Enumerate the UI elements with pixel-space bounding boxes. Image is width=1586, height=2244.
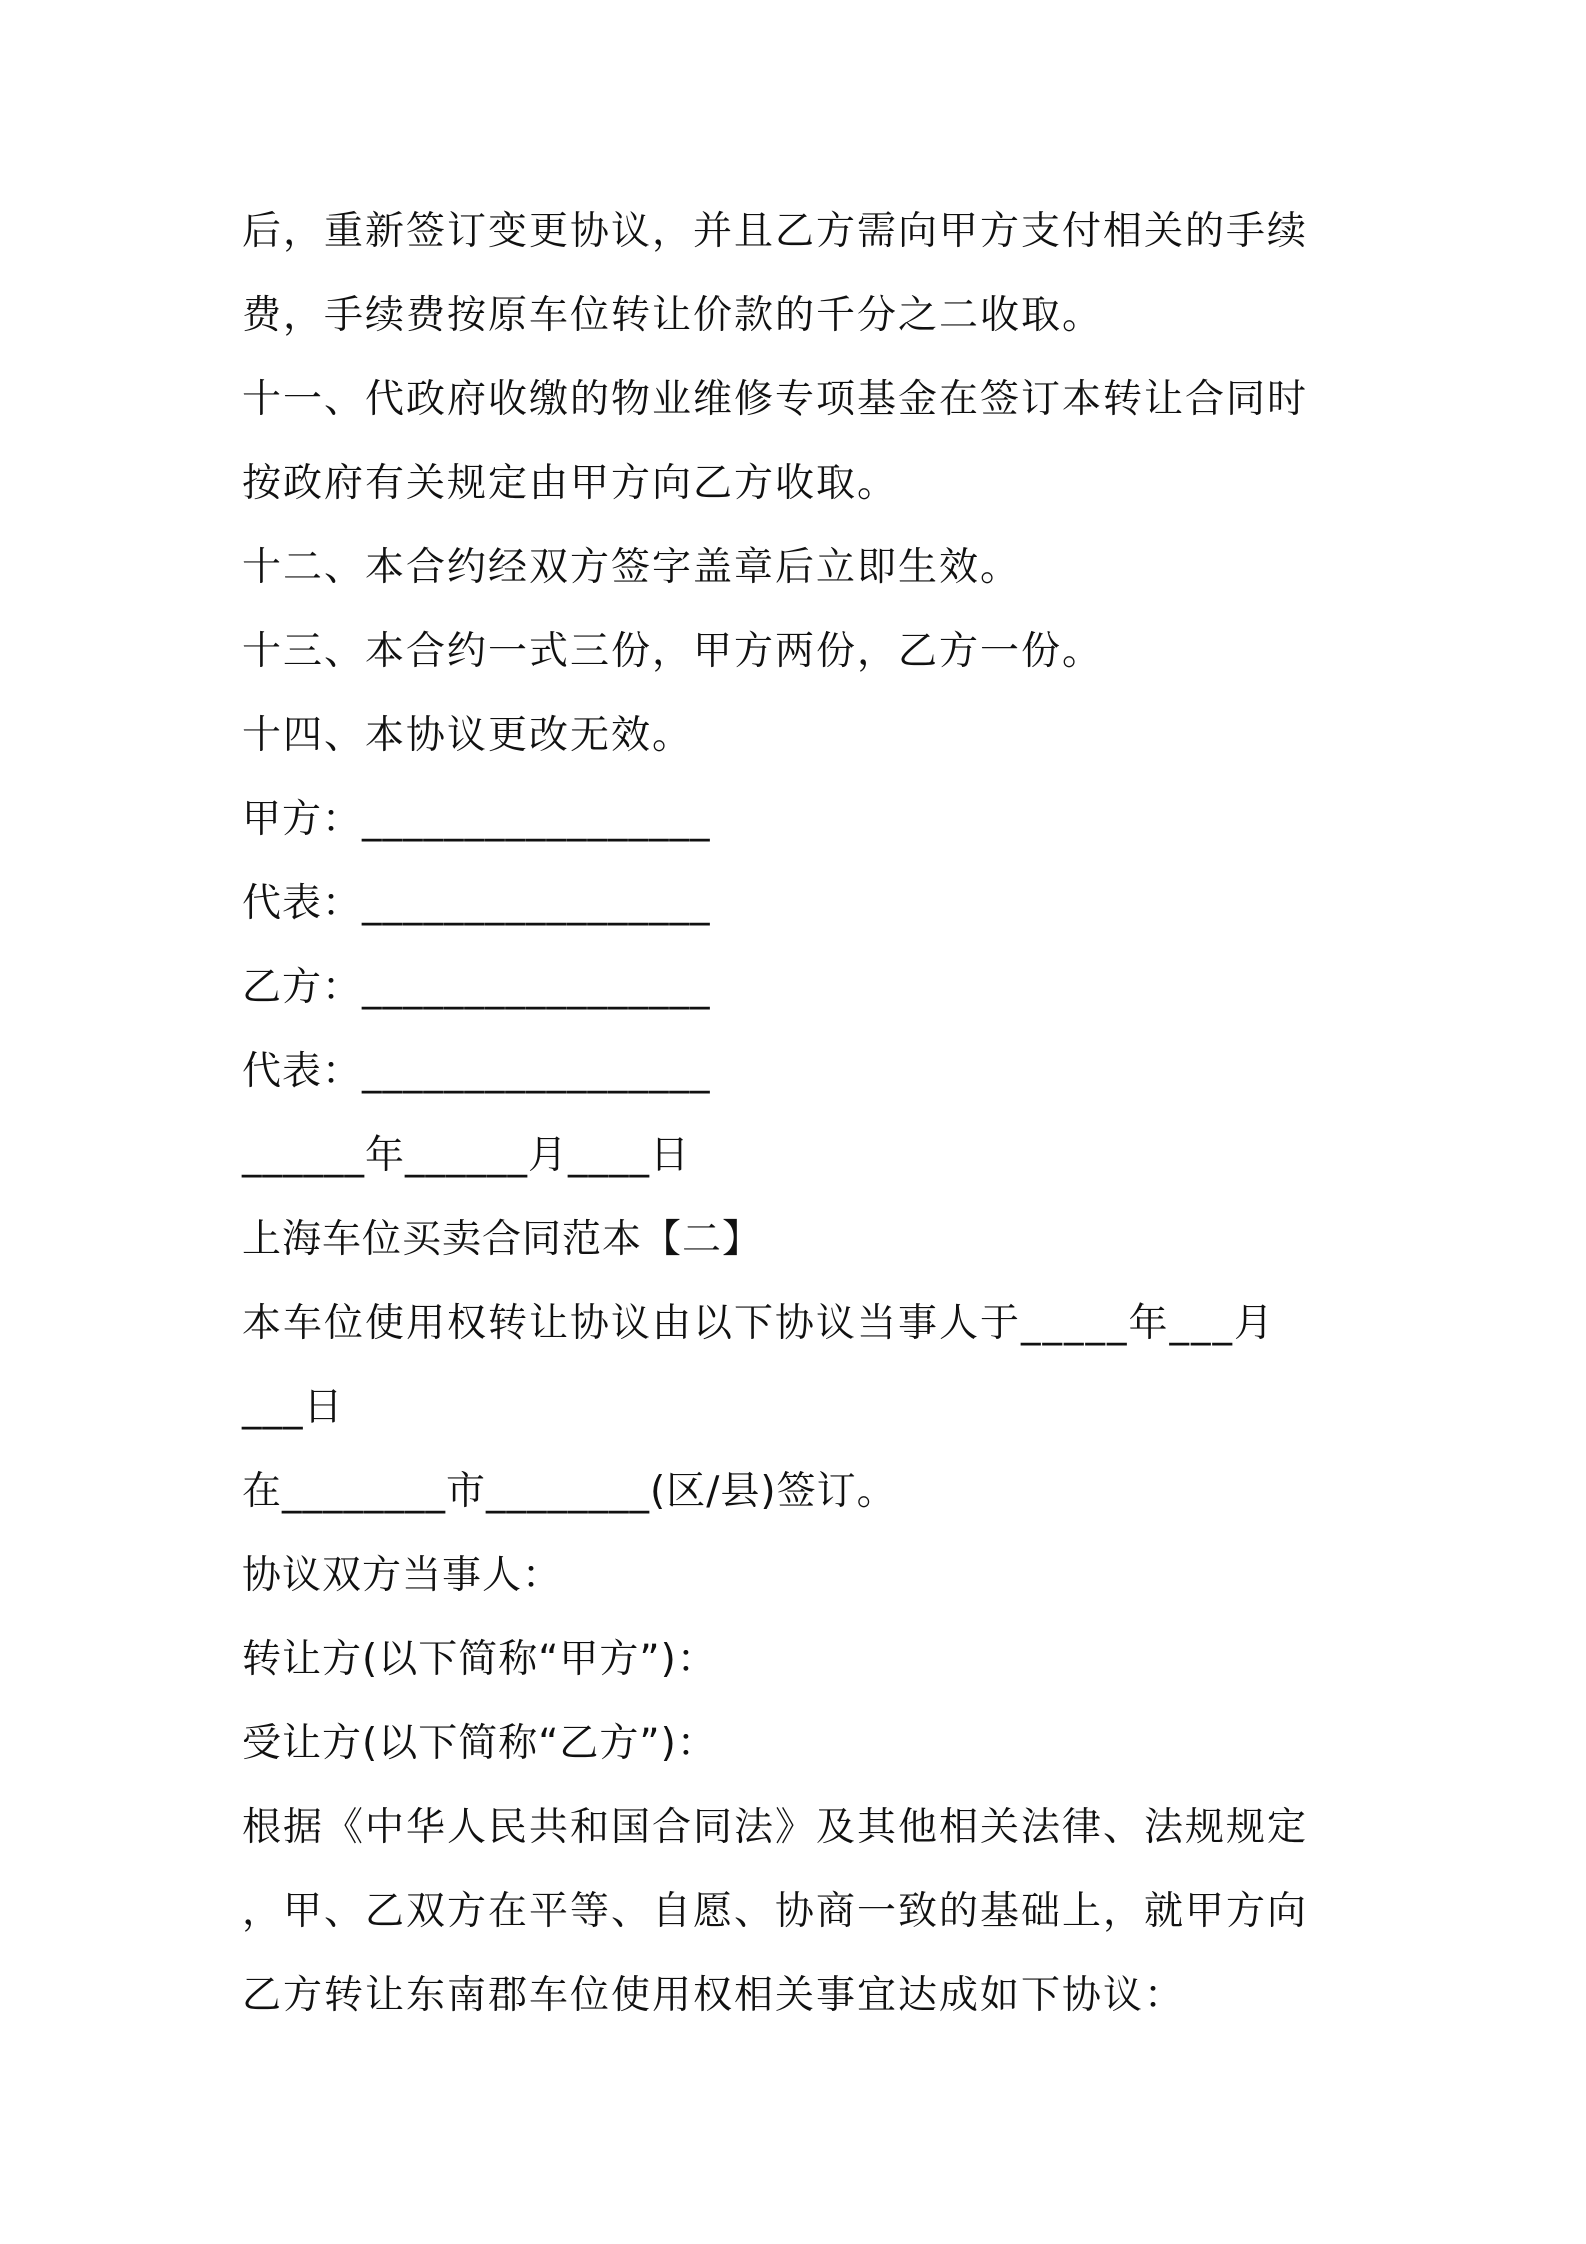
- representative-b-signature-line: 代表：_________________: [242, 1049, 711, 1094]
- text-line: ，甲、乙双方在平等、自愿、协商一致的基础上，就甲方向: [242, 1889, 1309, 1934]
- document-body: [242, 190, 1362, 2038]
- section-title: 上海车位买卖合同范本【二】: [242, 1217, 763, 1262]
- clause-12: 十二、本合约经双方签字盖章后立即生效。: [242, 545, 1022, 590]
- transferee-line: 受让方(以下简称“乙方”)：: [242, 1721, 717, 1766]
- text-line: 按政府有关规定由甲方向乙方收取。: [242, 461, 899, 506]
- text-line: 后，重新签订变更协议，并且乙方需向甲方支付相关的手续: [242, 209, 1309, 254]
- text-line: 根据《中华人民共和国合同法》及其他相关法律、法规规定: [242, 1805, 1309, 1850]
- transferor-line: 转让方(以下简称“甲方”)：: [242, 1637, 717, 1682]
- clause-14: 十四、本协议更改无效。: [242, 713, 694, 758]
- clause-13: 十三、本合约一式三份，甲方两份，乙方一份。: [242, 629, 1104, 674]
- text-line: 乙方转让东南郡车位使用权相关事宜达成如下协议：: [242, 1973, 1186, 2018]
- date-line: ______年______月____日: [242, 1133, 691, 1178]
- party-a-signature-line: 甲方：_________________: [242, 797, 711, 842]
- signing-location-line: 在________市________(区/县)签订。: [242, 1469, 897, 1514]
- clause-11: 十一、代政府收缴的物业维修专项基金在签订本转让合同时: [242, 377, 1309, 422]
- representative-a-signature-line: 代表：_________________: [242, 881, 711, 926]
- parties-heading: 协议双方当事人：: [242, 1553, 563, 1598]
- text-line: ___日: [242, 1385, 344, 1430]
- party-b-signature-line: 乙方：_________________: [242, 965, 711, 1010]
- text-line: 本车位使用权转让协议由以下协议当事人于_____年___月: [242, 1301, 1276, 1346]
- text-line: 费，手续费按原车位转让价款的千分之二收取。: [242, 293, 1104, 338]
